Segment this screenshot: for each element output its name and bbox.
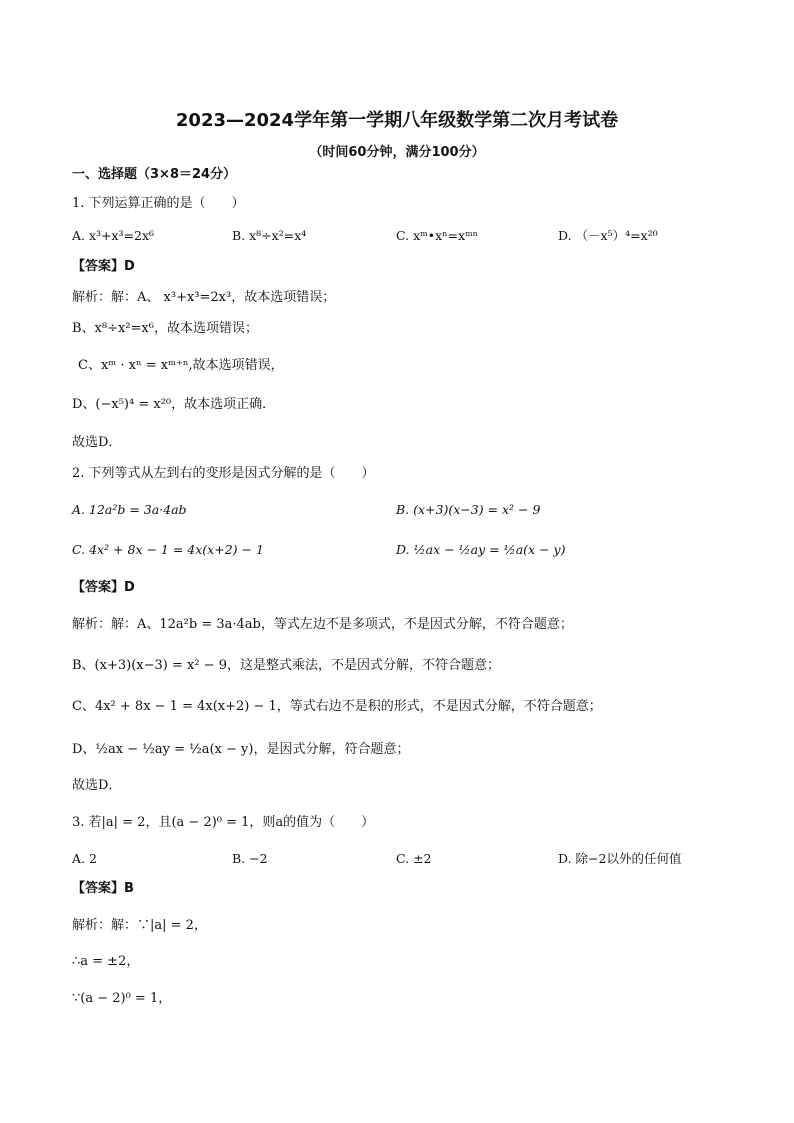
- question-3-option-b: B. −2: [232, 851, 268, 866]
- question-2-analysis-line: 解析：解：A、12a²b = 3a·4ab，等式左边不是多项式，不是因式分解，不符合题意；: [72, 617, 573, 632]
- question-2-answer: 【答案】D: [72, 580, 135, 595]
- question-1-analysis-line: D、(−x⁵)⁴ = x²⁰，故本选项正确．: [72, 397, 276, 412]
- question-2-analysis-line: D、½ax − ½ay = ½a(x − y)，是因式分解，符合题意；: [72, 742, 410, 757]
- question-2-analysis-line: B、(x+3)(x−3) = x² − 9，这是整式乘法，不是因式分解，不符合题意；: [72, 658, 500, 673]
- question-1-analysis-line: 解析：解：A、 x³+x³=2x³，故本选项错误；: [72, 290, 336, 305]
- question-3-analysis-line: ∵(a − 2)⁰ = 1，: [72, 991, 172, 1006]
- question-1-option-c: C. xᵐ•xⁿ=xᵐⁿ: [396, 228, 479, 243]
- question-1-analysis-line: C、xᵐ · xⁿ = xᵐ⁺ⁿ,故本选项错误，: [78, 358, 284, 373]
- question-2-stem: 2. 下列等式从左到右的变形是因式分解的是（ ）: [72, 466, 375, 481]
- question-2-analysis-line: C、4x² + 8x − 1 = 4x(x+2) − 1，等式右边不是积的形式，不是因式分解，不符合题意；: [72, 699, 602, 714]
- exam-title: 2023—2024学年第一学期八年级数学第二次月考试卷: [175, 110, 619, 131]
- question-3-option-c: C. ±2: [396, 851, 432, 866]
- question-3-option-d: D. 除−2以外的任何值: [558, 851, 682, 866]
- question-3-option-a: A. 2: [72, 851, 97, 866]
- question-1-analysis-line: B、x⁸÷x²=x⁶，故本选项错误；: [72, 321, 258, 336]
- question-1-stem: 1. 下列运算正确的是（ ）: [72, 196, 245, 211]
- question-2-conclusion: 故选D．: [72, 778, 122, 793]
- question-1-conclusion: 故选D．: [72, 435, 122, 450]
- question-2-option-a: A. 12a²b = 3a·4ab: [72, 502, 187, 517]
- question-3-stem: 3. 若|a| = 2，且(a − 2)⁰ = 1，则a的值为（ ）: [72, 815, 375, 830]
- question-3-analysis-line: ∴a = ±2，: [72, 954, 140, 969]
- exam-subtitle: （时间60分钟，满分100分）: [309, 145, 485, 160]
- question-3-answer: 【答案】B: [72, 881, 134, 896]
- question-1-option-b: B. x⁸÷x²=x⁴: [232, 228, 307, 243]
- question-1-option-d: D. （－x⁵）⁴=x²⁰: [558, 228, 658, 243]
- question-2-option-d: D. ½ax − ½ay = ½a(x − y): [396, 542, 566, 557]
- question-1-answer: 【答案】D: [72, 259, 135, 274]
- question-1-option-a: A. x³+x³=2x⁶: [72, 228, 155, 243]
- question-3-analysis-line: 解析：解：∵|a| = 2，: [72, 918, 207, 933]
- section-heading: 一、选择题（3×8＝24分）: [72, 167, 237, 182]
- question-2-option-c: C. 4x² + 8x − 1 = 4x(x+2) − 1: [72, 542, 264, 557]
- question-2-option-b: B. (x+3)(x−3) = x² − 9: [396, 502, 541, 517]
